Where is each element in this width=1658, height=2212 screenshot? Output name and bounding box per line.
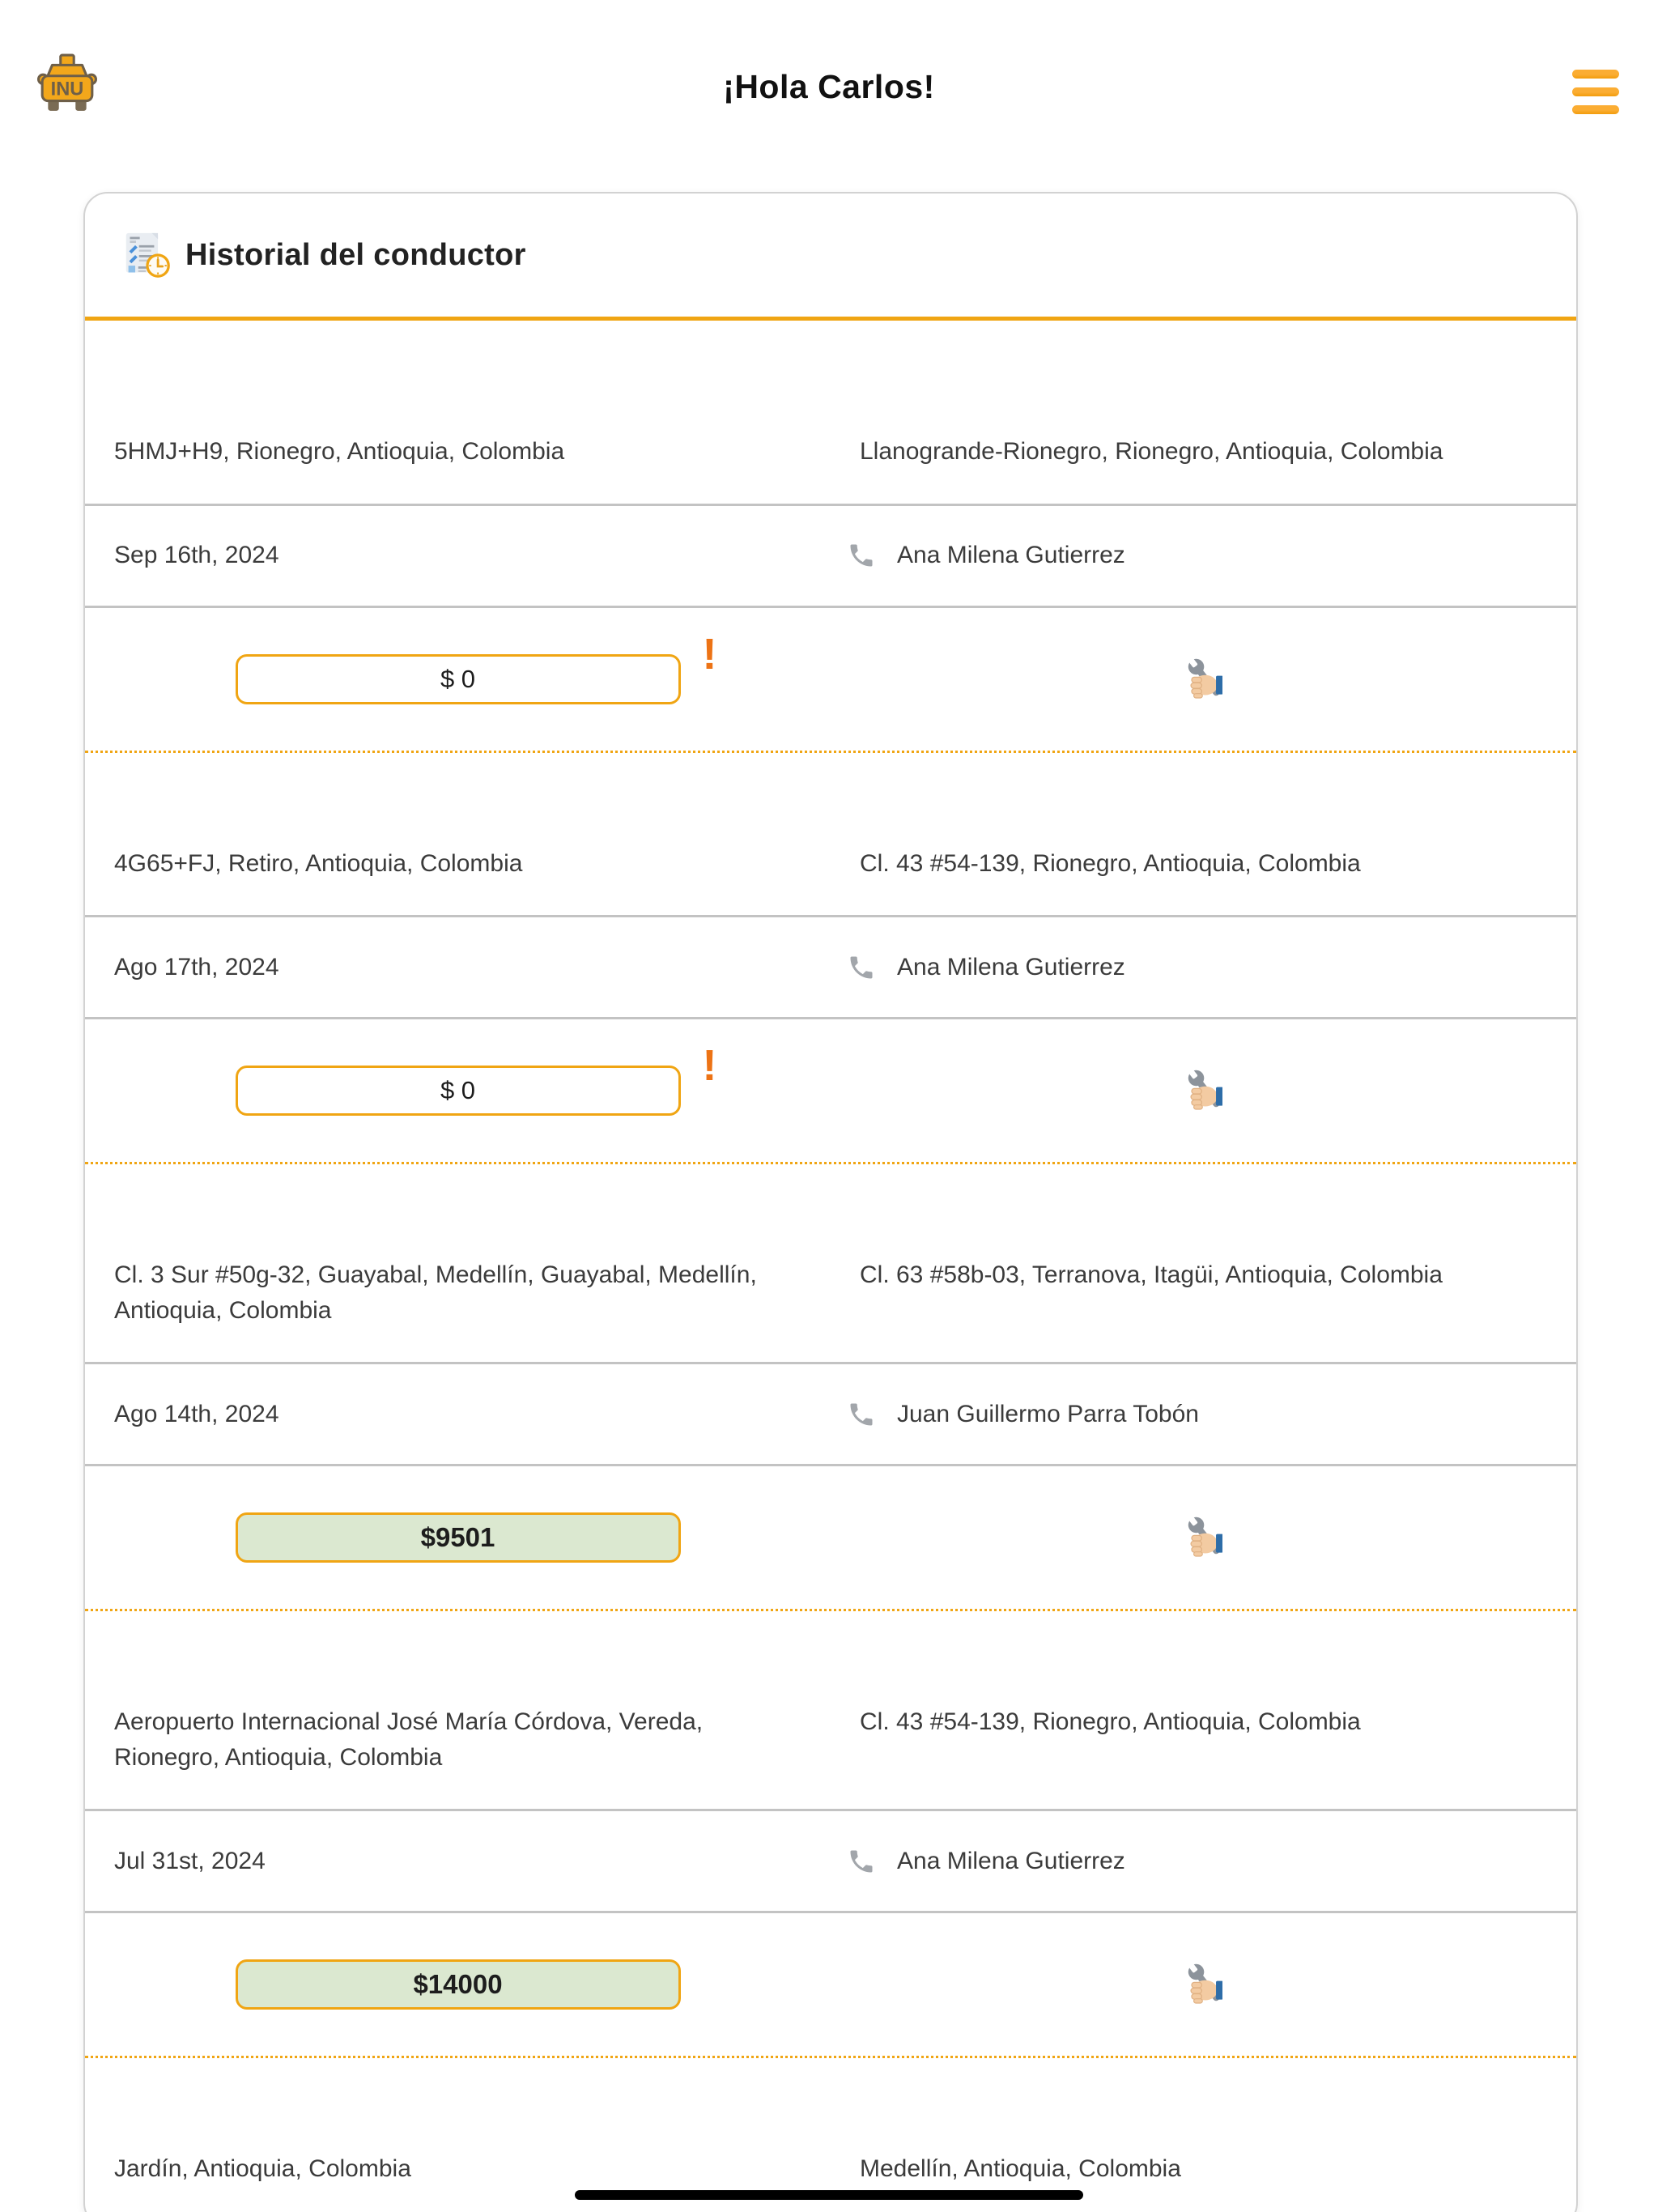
origin-address: Cl. 3 Sur #50g-32, Guayabal, Medellín, Guayabal, Medellín, Antioquia, Colombia <box>114 1261 757 1324</box>
price-row <box>85 608 1576 751</box>
hamburger-menu-icon[interactable] <box>1572 70 1619 114</box>
home-indicator[interactable] <box>575 2190 1083 2200</box>
destination-address: Llanogrande-Rionegro, Rionegro, Antioquia, Colombia <box>860 438 1443 465</box>
date-row <box>85 917 1576 1019</box>
contact-call-item[interactable] <box>831 506 1576 606</box>
phone-receiver-icon <box>847 953 876 982</box>
trip-entry <box>85 2058 1576 2212</box>
address-row <box>85 1611 1576 1811</box>
origin-address: 4G65+FJ, Retiro, Antioquia, Colombia <box>114 849 523 877</box>
destination-address: Cl. 43 #54-139, Rionegro, Antioquia, Colombia <box>860 849 1361 877</box>
price-box[interactable]: $9501 <box>236 1512 681 1563</box>
contact-name: Juan Guillermo Parra Tobón <box>897 1400 1199 1427</box>
trip-date: Sep 16th, 2024 <box>114 542 279 568</box>
trip-entry <box>85 321 1576 753</box>
price-cell <box>85 608 831 751</box>
card-title: Historial del conductor <box>185 237 526 272</box>
date-row <box>85 1811 1576 1913</box>
origin-address: Jardín, Antioquia, Colombia <box>114 2155 411 2182</box>
logo-text: INU <box>50 79 84 100</box>
document-clock-icon <box>124 232 171 279</box>
address-row <box>85 753 1576 918</box>
exclamation-warning-icon: ! <box>702 629 717 678</box>
contact-name: Ana Milena Gutierrez <box>897 542 1125 568</box>
trip-date: Jul 31st, 2024 <box>114 1847 266 1874</box>
origin-address: Aeropuerto Internacional José María Córdova, Vereda, Rionegro, Antioquia, Colombia <box>114 1708 704 1771</box>
phone-receiver-icon <box>847 1400 876 1429</box>
price-cell <box>85 1019 831 1162</box>
greeting-title: ¡Hola Carlos! <box>723 68 935 105</box>
price-row <box>85 1466 1576 1609</box>
hand-holding-wrench-icon[interactable] <box>1185 655 1222 704</box>
hand-holding-wrench-icon[interactable] <box>1185 1066 1222 1115</box>
trip-date: Ago 17th, 2024 <box>114 953 279 981</box>
address-row <box>85 1164 1576 1364</box>
destination-address: Cl. 63 #58b-03, Terranova, Itagüi, Antioquia, Colombia <box>860 1261 1443 1288</box>
trip-entry <box>85 1164 1576 1611</box>
price-cell <box>85 1913 831 2056</box>
phone-receiver-icon <box>847 541 876 570</box>
tool-cell <box>831 1913 1576 2056</box>
tool-cell <box>831 1466 1576 1609</box>
contact-call-item[interactable] <box>831 917 1576 1017</box>
tool-cell <box>831 1019 1576 1162</box>
price-row <box>85 1913 1576 2056</box>
exclamation-warning-icon: ! <box>702 1041 717 1090</box>
trip-entry <box>85 1611 1576 2058</box>
date-row <box>85 506 1576 608</box>
origin-address: 5HMJ+H9, Rionegro, Antioquia, Colombia <box>114 438 565 465</box>
contact-call-item[interactable] <box>831 1364 1576 1464</box>
date-row <box>85 1364 1576 1466</box>
contact-call-item[interactable] <box>831 1811 1576 1911</box>
tool-cell <box>831 608 1576 751</box>
contact-name: Ana Milena Gutierrez <box>897 953 1125 981</box>
destination-address: Medellín, Antioquia, Colombia <box>860 2155 1181 2182</box>
address-row <box>85 321 1576 506</box>
menu-bar <box>1572 70 1619 79</box>
trip-date: Ago 14th, 2024 <box>114 1400 279 1427</box>
price-box[interactable]: $ 0 <box>236 654 681 704</box>
hand-holding-wrench-icon[interactable] <box>1185 1513 1222 1562</box>
price-box[interactable]: $ 0 <box>236 1066 681 1116</box>
menu-bar <box>1572 87 1619 96</box>
card-header <box>85 194 1576 321</box>
contact-name: Ana Milena Gutierrez <box>897 1847 1125 1874</box>
destination-address: Cl. 43 #54-139, Rionegro, Antioquia, Colombia <box>860 1708 1361 1735</box>
driver-history-card <box>83 192 1578 2212</box>
hand-holding-wrench-icon[interactable] <box>1185 1960 1222 2009</box>
price-box[interactable]: $14000 <box>236 1959 681 2010</box>
trip-list <box>85 321 1576 2212</box>
phone-receiver-icon <box>847 1847 876 1876</box>
trip-entry <box>85 753 1576 1165</box>
price-cell <box>85 1466 831 1609</box>
address-row <box>85 2058 1576 2212</box>
menu-bar <box>1572 105 1619 114</box>
price-row <box>85 1019 1576 1162</box>
top-bar <box>0 0 1658 162</box>
